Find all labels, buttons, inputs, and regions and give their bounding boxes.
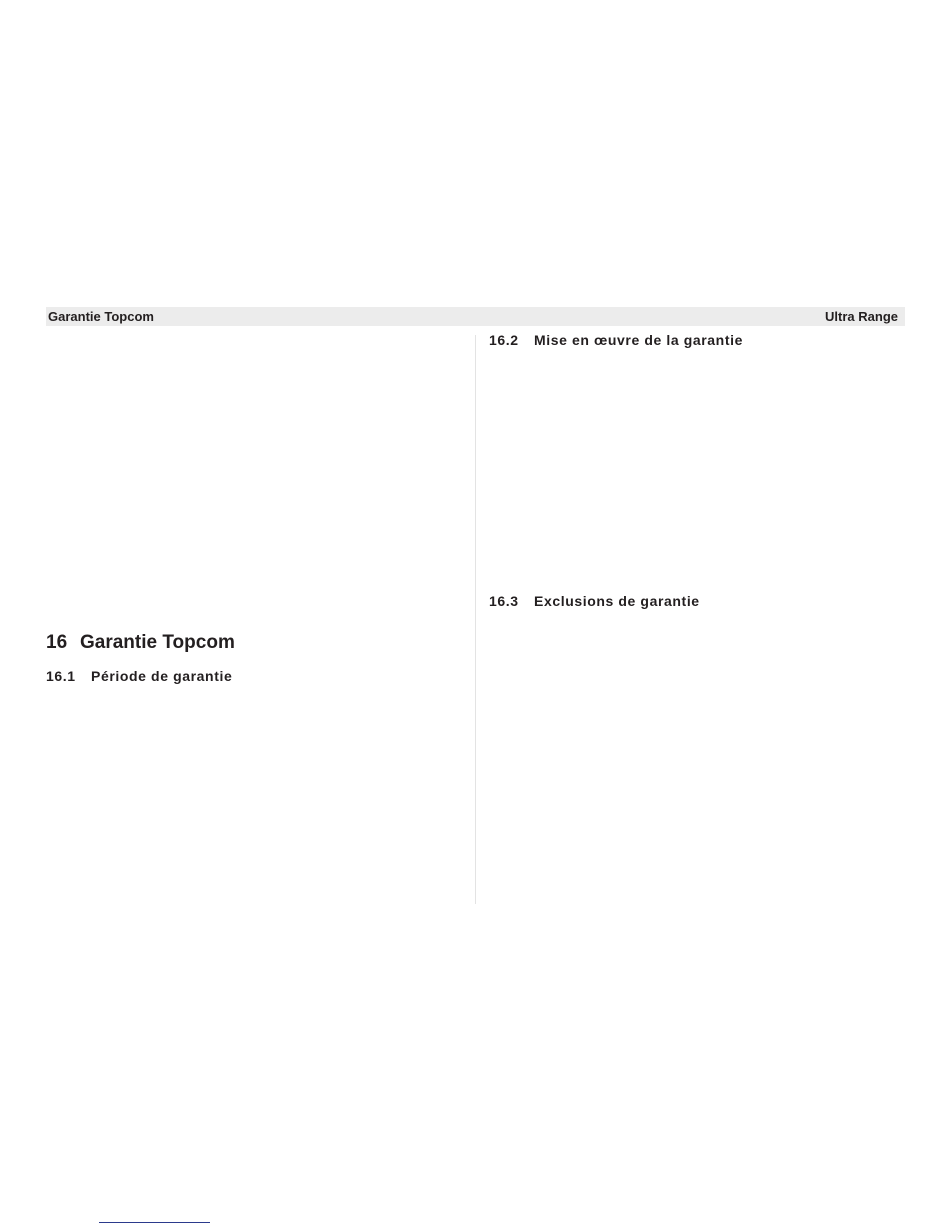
subsection-heading-16-1	[46, 667, 232, 685]
subsection-number: 16.2	[489, 332, 519, 348]
header-left-title: Garantie Topcom	[48, 309, 154, 324]
running-header	[46, 307, 905, 326]
subsection-title: Période de garantie	[91, 668, 233, 684]
subsection-heading-16-3	[489, 592, 700, 610]
subsection-title: Exclusions de garantie	[534, 593, 700, 609]
footnote-rule	[99, 1222, 210, 1223]
column-divider	[475, 335, 476, 904]
section-heading-16	[46, 631, 235, 655]
section-number: 16	[46, 632, 68, 653]
subsection-heading-16-2	[489, 331, 743, 349]
subsection-number: 16.3	[489, 593, 519, 609]
section-title: Garantie Topcom	[80, 632, 235, 653]
subsection-number: 16.1	[46, 668, 76, 684]
subsection-title: Mise en œuvre de la garantie	[534, 332, 743, 348]
header-right-title: Ultra Range	[825, 309, 898, 324]
